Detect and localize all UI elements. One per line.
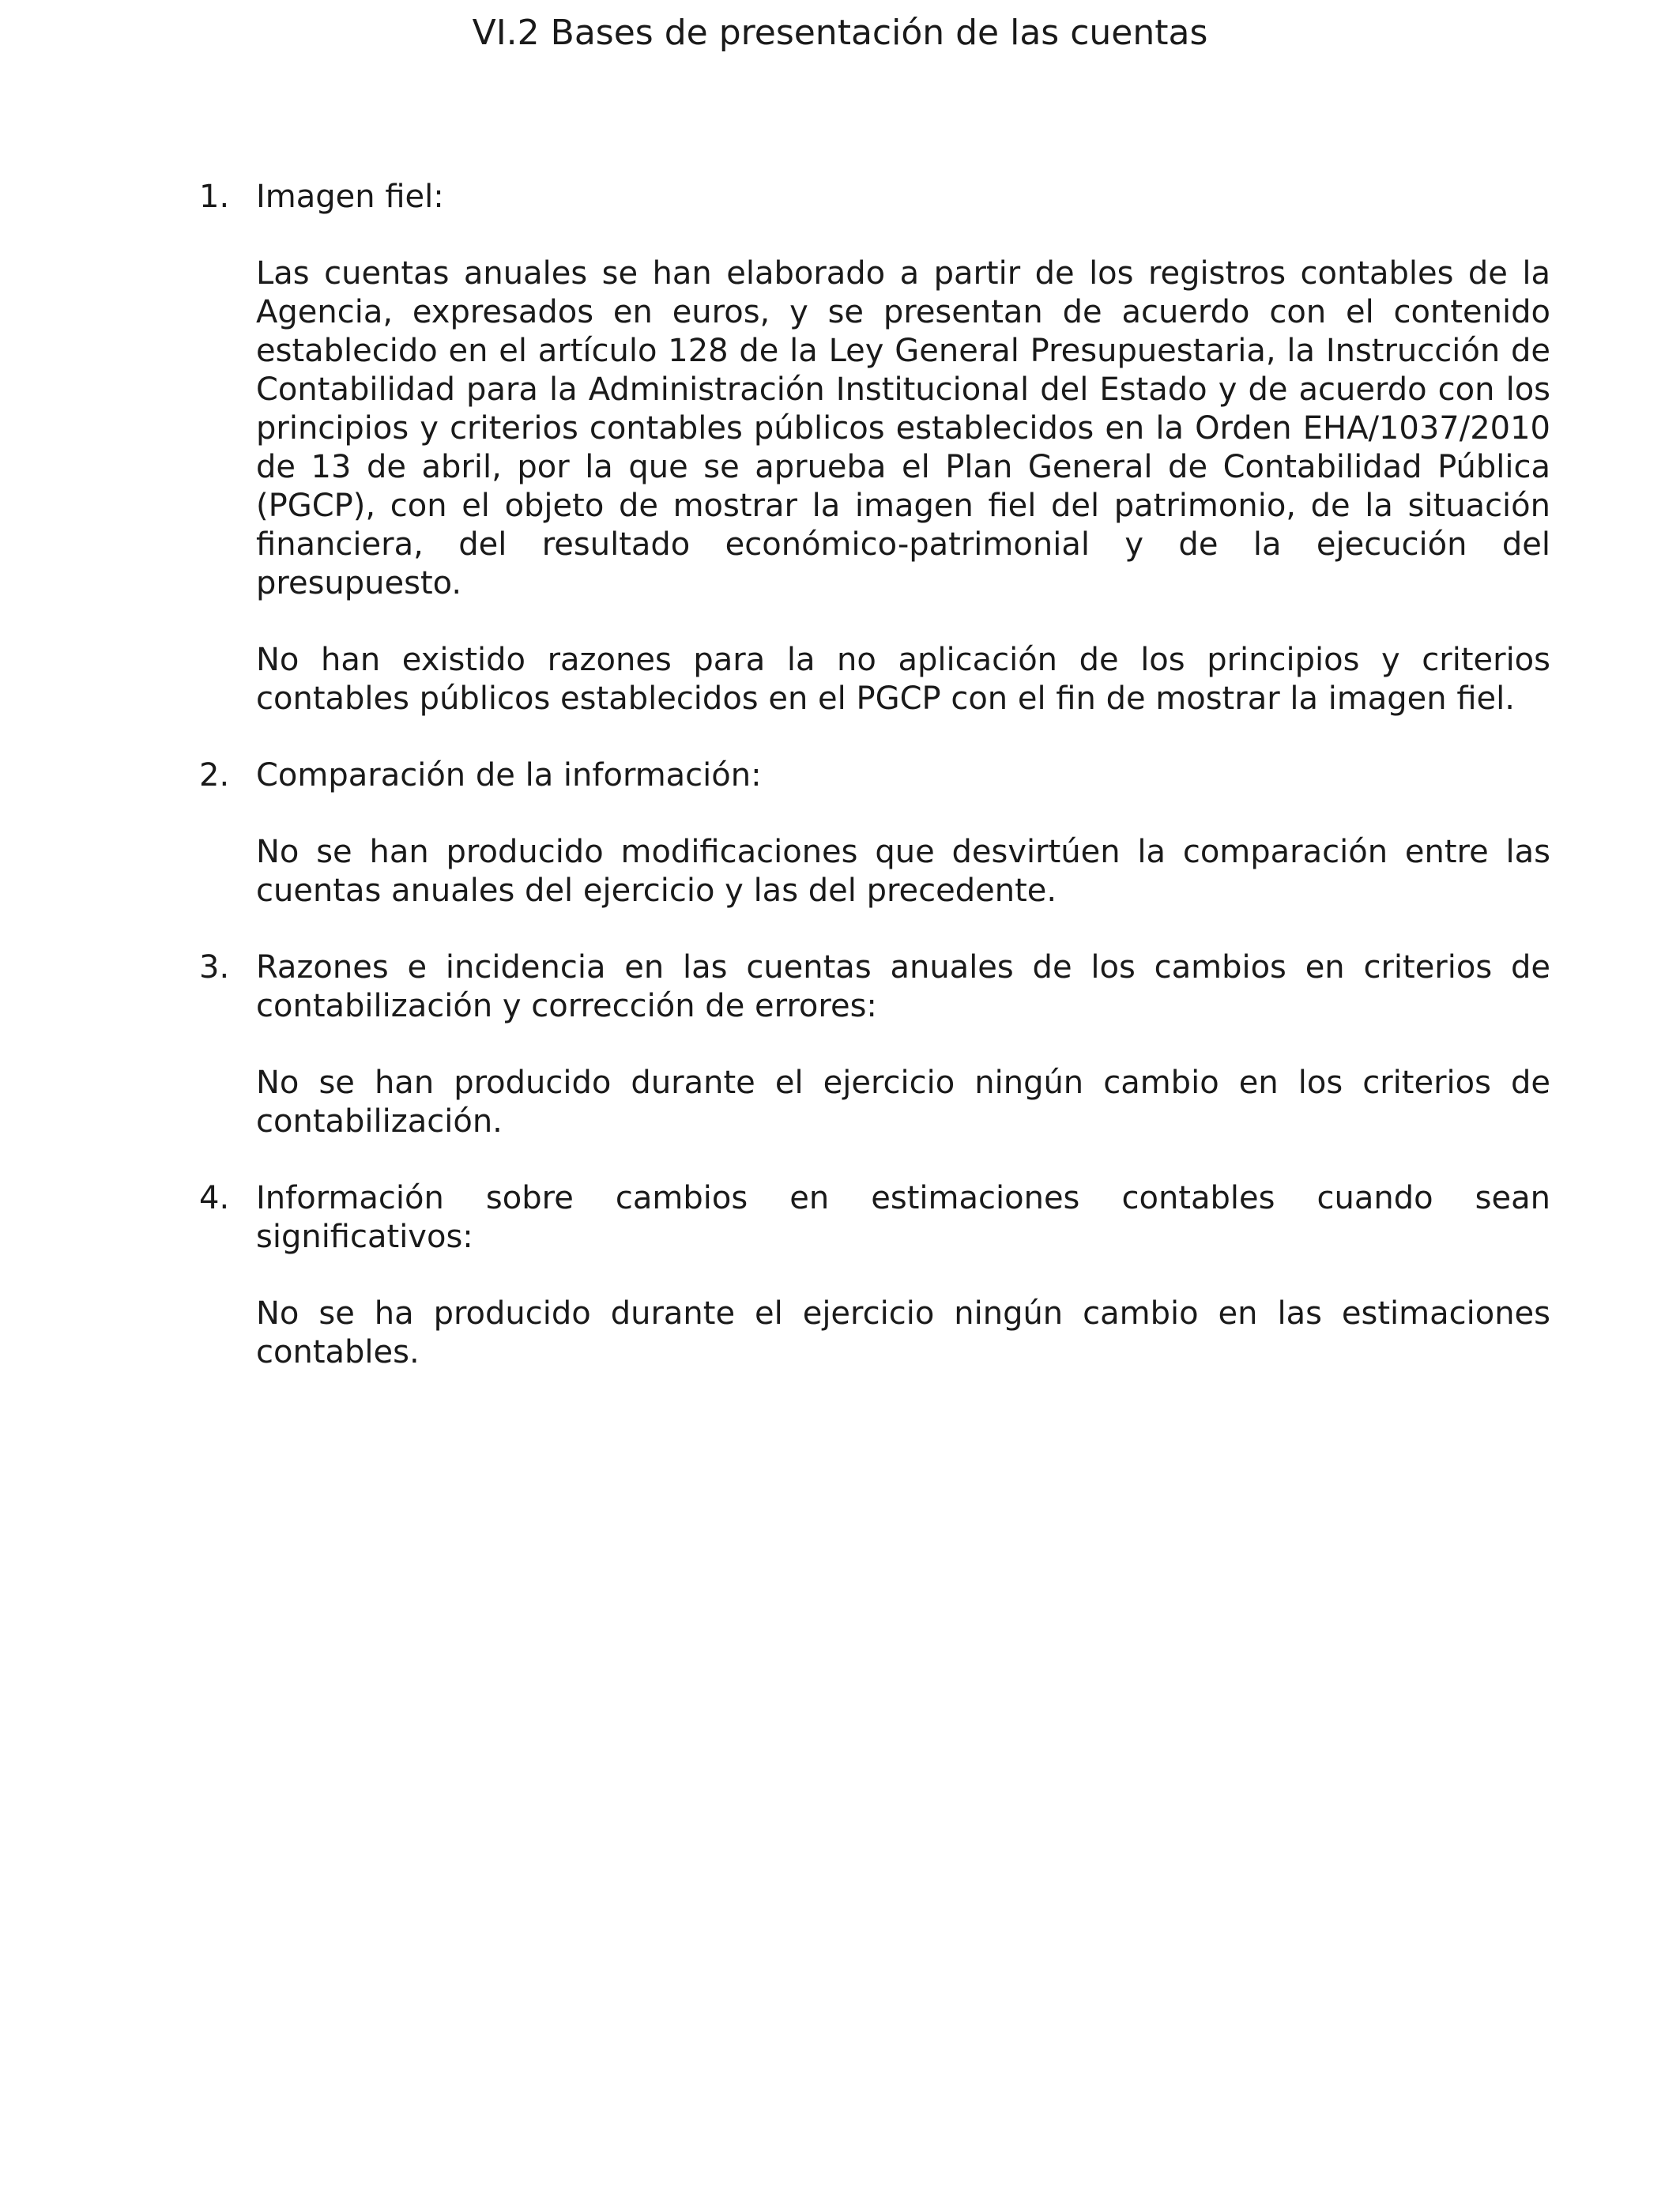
section-heading: [199, 178, 1550, 217]
section-heading: [199, 948, 1550, 1026]
section-heading: [199, 756, 1550, 795]
section-heading-text: Información sobre cambios en estimaciones contables cuando sean significativos:: [256, 1180, 1550, 1255]
section-heading-text: Imagen fiel:: [256, 179, 444, 215]
section-imagen-fiel: [199, 178, 1550, 718]
section-list: [199, 178, 1550, 1372]
section-heading-text: Comparación de la información:: [256, 757, 762, 794]
section-number: 4.: [199, 1180, 230, 1216]
section-number: 1.: [199, 179, 230, 215]
section-cambios-criterios: [199, 948, 1550, 1141]
section-paragraph: Las cuentas anuales se han elaborado a partir de los registros contables de la Agencia, expresados en euros, y se presentan de acuerdo con el contenido establecido en el artículo 128 de la Ley General Presupuestaria, la Instrucción de Contabilidad para la Administración Institucional del Estado y de acuerdo con los principios y criterios contables públicos establecidos en la Orden EHA/1037/2010 de 13 de abril, por la que se aprueba el Plan General de Contabilidad Pública (PGCP), con el objeto de mostrar la imagen fiel del patrimonio, de la situación financiera, del resultado económico-patrimonial y de la ejecución del presupuesto.: [256, 255, 1550, 601]
section-cambios-estimaciones: [199, 1179, 1550, 1372]
section-heading-text: Razones e incidencia en las cuentas anuales de los cambios en criterios de contabilización y corrección de errores:: [256, 949, 1550, 1024]
section-comparacion: [199, 756, 1550, 910]
section-paragraph: No se han producido modificaciones que desvirtúen la comparación entre las cuentas anuales del ejercicio y las del precedente.: [256, 834, 1550, 909]
page-title: VI.2 Bases de presentación de las cuentas: [472, 13, 1208, 53]
section-number: 3.: [199, 949, 230, 986]
section-paragraph: No han existido razones para la no aplicación de los principios y criterios contables públicos establecidos en el PGCP con el fin de mostrar la imagen fiel.: [256, 642, 1550, 717]
section-paragraph: No se han producido durante el ejercicio ningún cambio en los criterios de contabilización.: [256, 1065, 1550, 1140]
section-number: 2.: [199, 757, 230, 794]
section-heading: [199, 1179, 1550, 1257]
section-paragraph: No se ha producido durante el ejercicio ningún cambio en las estimaciones contables.: [256, 1295, 1550, 1370]
